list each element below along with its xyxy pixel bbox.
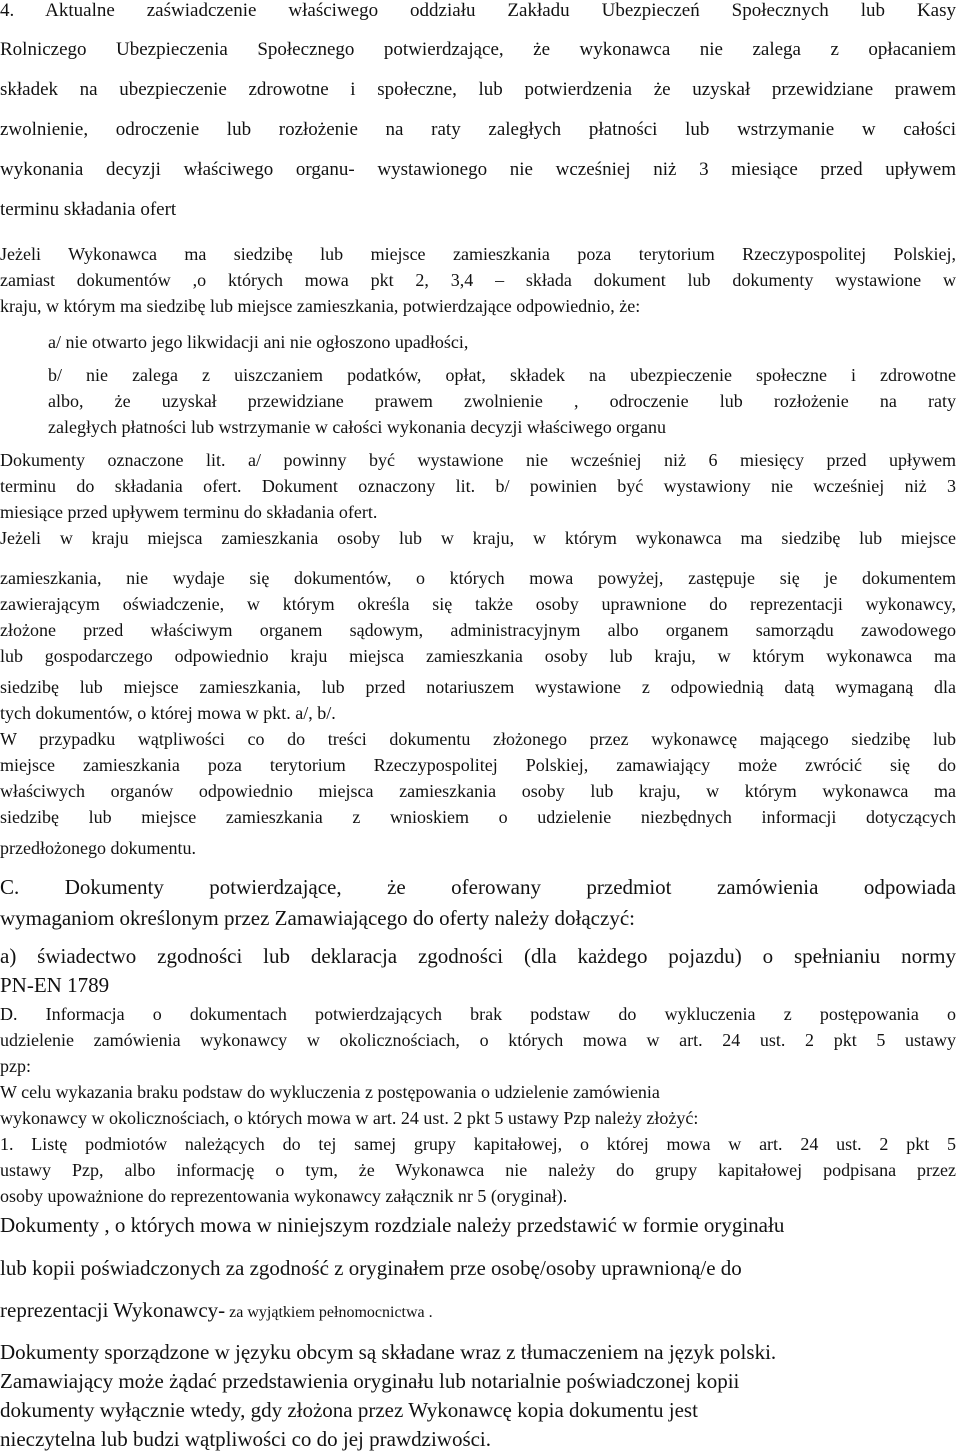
b4-line-3: składek na ubezpieczenie zdrowotne i społeczne, lub potwierdzenia że uzyskał przewidziane prawem bbox=[0, 79, 956, 100]
substitute-line-2: zamieszkania, nie wydaje się dokumentów, o których mowa powyżej, zastępuje się je dokumentem bbox=[0, 568, 956, 588]
doubt-line-1: W przypadku wątpliwości co do treści dokumentu złożonego przez wykonawcę mającego siedzibę lub bbox=[0, 729, 956, 749]
translation-line-1: Dokumenty sporządzone w języku obcym są składane wraz z tłumaczeniem na język polski. bbox=[0, 1340, 777, 1364]
section-c-item-a-line-1: a) świadectwo zgodności lub deklaracja zgodności (dla każdego pojazdu) o spełnianiu normy bbox=[0, 944, 956, 968]
validity-line-2: terminu do składania ofert. Dokument oznaczony lit. b/ powinien być wystawiony nie wcześniej niż 3 bbox=[0, 476, 956, 496]
b4-line-5: wykonania decyzji właściwego organu- wystawionego nie wcześniej niż 3 miesiące przed upływem bbox=[0, 159, 956, 180]
substitute-line-6: siedzibę lub miejsce zamieszkania, lub przed notariuszem wystawione z odpowiednią datą wymaganą dla bbox=[0, 677, 956, 697]
section-d-line-8: osoby upoważnione do reprezentowania wykonawcy załącznik nr 5 (oryginał). bbox=[0, 1186, 568, 1206]
section-c-item-a-line-2: PN-EN 1789 bbox=[0, 973, 110, 997]
closing-form-line-3-main: reprezentacji Wykonawcy- bbox=[0, 1298, 226, 1322]
section-d-line-7: ustawy Pzp, albo informację o tym, że Wykonawca nie należy do grupy kapitałowej podpisana przez bbox=[0, 1160, 956, 1180]
validity-line-1: Dokumenty oznaczone lit. a/ powinny być wystawione nie wcześniej niż 6 miesięcy przed upływem bbox=[0, 450, 956, 470]
section-c-heading-line-1: C. Dokumenty potwierdzające, że oferowany przedmiot zamówienia odpowiada bbox=[0, 875, 956, 899]
b4-line-2: Rolniczego Ubezpieczenia Społecznego potwierdzające, że wykonawca nie zalega z opłacaniem bbox=[0, 39, 956, 60]
substitute-line-7: tych dokumentów, o której mowa w pkt. a/, b/. bbox=[0, 703, 336, 723]
section-d-line-2: udzielenie zamówienia wykonawcy w okolicznościach, o których mowa w art. 24 ust. 2 pkt 5 ustawy bbox=[0, 1030, 956, 1050]
b4-line-1: 4. Aktualne zaświadczenie właściwego oddziału Zakładu Ubezpieczeń Społecznych lub Kasy bbox=[0, 0, 956, 21]
closing-form-line-2: lub kopii poświadczonych za zgodność z oryginałem prze osobę/osoby uprawnioną/e do bbox=[0, 1256, 742, 1280]
closing-form-line-3 bbox=[0, 1298, 956, 1322]
doubt-line-4: siedzibę lub miejsce zamieszkania z wnioskiem o udzielenie niezbędnych informacji dotyczących bbox=[0, 807, 956, 827]
closing-form-line-1: Dokumenty , o których mowa w niniejszym rozdziale należy przedstawić w formie oryginału bbox=[0, 1213, 785, 1237]
translation-line-4: nieczytelna lub budzi wątpliwości co do jej prawdziwości. bbox=[0, 1427, 492, 1451]
section-d-line-4: W celu wykazania braku podstaw do wykluczenia z postępowania o udzielenie zamówienia bbox=[0, 1082, 660, 1102]
foreign-intro-line-2: zamiast dokumentów ,o których mowa pkt 2, 3,4 – składa dokument lub dokumenty wystawione w bbox=[0, 270, 956, 290]
substitute-line-1: Jeżeli w kraju miejsca zamieszkania osoby lub w kraju, w którym wykonawca ma siedzibę lub miejsce bbox=[0, 528, 956, 548]
section-d-line-6: 1. Listę podmiotów należących do tej samej grupy kapitałowej, o której mowa w art. 24 ust. 2 pkt 5 bbox=[0, 1134, 956, 1154]
closing-form-line-3-small: za wyjątkiem pełnomocnictwa . bbox=[225, 1304, 433, 1321]
foreign-item-a: a/ nie otwarto jego likwidacji ani nie ogłoszono upadłości, bbox=[48, 332, 469, 352]
section-c-heading-line-2: wymaganiom określonym przez Zamawiającego do oferty należy dołączyć: bbox=[0, 906, 635, 930]
doubt-line-3: właściwych organów odpowiednio miejsca zamieszkania osoby lub kraju, w którym wykonawca ma bbox=[0, 781, 956, 801]
validity-line-3: miesiące przed upływem terminu do składania ofert. bbox=[0, 502, 378, 522]
foreign-item-b-line-2: albo, że uzyskał przewidziane prawem zwolnienie , odroczenie lub rozłożenie na raty bbox=[48, 391, 956, 411]
section-d-line-5: wykonawcy w okolicznościach, o których mowa w art. 24 ust. 2 pkt 5 ustawy Pzp należy złożyć: bbox=[0, 1108, 699, 1128]
substitute-line-5: lub gospodarczego odpowiednio kraju miejsca zamieszkania osoby lub kraju, w którym wykonawca ma bbox=[0, 646, 956, 666]
translation-line-3: dokumenty wyłącznie wtedy, gdy złożona przez Wykonawcę kopia dokumentu jest bbox=[0, 1398, 698, 1422]
translation-line-2: Zamawiający może żądać przedstawienia oryginału lub notarialnie poświadczonej kopii bbox=[0, 1369, 740, 1393]
foreign-intro-line-3: kraju, w którym ma siedzibę lub miejsce zamieszkania, potwierdzające odpowiednio, że: bbox=[0, 296, 641, 316]
section-d-line-3: pzp: bbox=[0, 1056, 31, 1076]
section-d-line-1: D. Informacja o dokumentach potwierdzających brak podstaw do wykluczenia z postępowania o bbox=[0, 1004, 956, 1024]
b4-line-6: terminu składania ofert bbox=[0, 199, 177, 220]
substitute-line-4: złożone przed właściwym organem sądowym, administracyjnym albo organem samorządu zawodowego bbox=[0, 620, 956, 640]
foreign-item-b-line-1: b/ nie zalega z uiszczaniem podatków, opłat, składek na ubezpieczenie społeczne i zdrowotne bbox=[48, 365, 956, 385]
b4-line-4: zwolnienie, odroczenie lub rozłożenie na raty zaległych płatności lub wstrzymanie w całości bbox=[0, 119, 956, 140]
substitute-line-3: zawierającym oświadczenie, w którym określa się także osoby uprawnione do reprezentacji wykonawcy, bbox=[0, 594, 956, 614]
doubt-line-5: przedłożonego dokumentu. bbox=[0, 838, 196, 858]
foreign-item-b-line-3: zaległych płatności lub wstrzymanie w całości wykonania decyzji właściwego organu bbox=[48, 417, 666, 437]
foreign-intro-line-1: Jeżeli Wykonawca ma siedzibę lub miejsce zamieszkania poza terytorium Rzeczypospolitej Polskiej, bbox=[0, 244, 956, 264]
doubt-line-2: miejsce zamieszkania poza terytorium Rzeczypospolitej Polskiej, zamawiający może zwrócić się do bbox=[0, 755, 956, 775]
